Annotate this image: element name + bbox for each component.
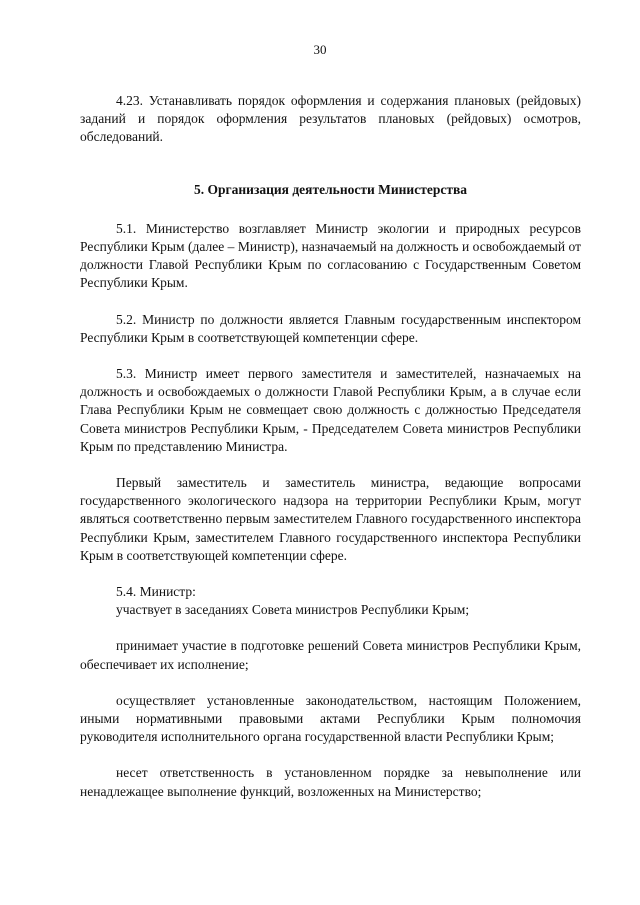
paragraph-5-4-item: принимает участие в подготовке решений Совета министров Республики Крым, обеспечивает их исполнение; bbox=[80, 638, 581, 672]
spacer bbox=[80, 619, 581, 637]
spacer bbox=[80, 147, 581, 181]
spacer bbox=[80, 674, 581, 692]
paragraph-5-4: 5.4. Министр: bbox=[116, 584, 196, 600]
paragraph-5-2: 5.2. Министр по должности является Главным государственным инспектором Республики Крым в соответствующей компетенции сфере. bbox=[80, 311, 581, 345]
spacer bbox=[80, 293, 581, 311]
paragraph-5-3: 5.3. Министр имеет первого заместителя и заместителей, назначаемых на должность и освобождаемых о должности Главой Республики Крым, а в случае если Глава Республики Крым не совмещает свою должность с должностью Председателя Совета министров Республики Крым, - Председателем Совета министров Республики Крым по представлению Министра. bbox=[80, 366, 581, 454]
paragraph-deputies: Первый заместитель и заместитель министра, ведающие вопросами государственного экологического надзора на территории Республики Крым, могут являться соответственно первым заместителем Главного государственного инспектора Республики Крым, заместителем Главного государственного инспектора Республики Крым в соответствующей компетенции сфере. bbox=[80, 475, 581, 563]
document-body bbox=[80, 92, 581, 801]
paragraph-5-4-item: участвует в заседаниях Совета министров Республики Крым; bbox=[116, 602, 470, 618]
page-number: 30 bbox=[313, 42, 327, 57]
paragraph-5-4-item: осуществляет установленные законодательством, настоящим Положением, иными нормативными правовыми актами Республики Крым полномочия руководителя исполнительного органа государственной власти Республики Крым; bbox=[80, 692, 581, 745]
spacer bbox=[80, 746, 581, 764]
paragraph-5-4-item: несет ответственность в установленном порядке за невыполнение или ненадлежащее выполнение функций, возложенных на Министерство; bbox=[80, 765, 581, 799]
spacer bbox=[80, 199, 581, 220]
section-heading: 5. Организация деятельности Министерства bbox=[194, 181, 467, 197]
spacer bbox=[80, 456, 581, 474]
paragraph-4-23: 4.23. Устанавливать порядок оформления и содержания плановых (рейдовых) заданий и порядок оформления результатов плановых (рейдовых) осмотров, обследований. bbox=[80, 93, 581, 145]
spacer bbox=[80, 565, 581, 583]
paragraph-5-1: 5.1. Министерство возглавляет Министр экологии и природных ресурсов Республики Крым (далее – Министр), назначаемый на должность и освобождаемый от должности Главой Республики Крым по согласованию с Государственным Советом Республики Крым. bbox=[80, 220, 581, 291]
spacer bbox=[80, 347, 581, 365]
